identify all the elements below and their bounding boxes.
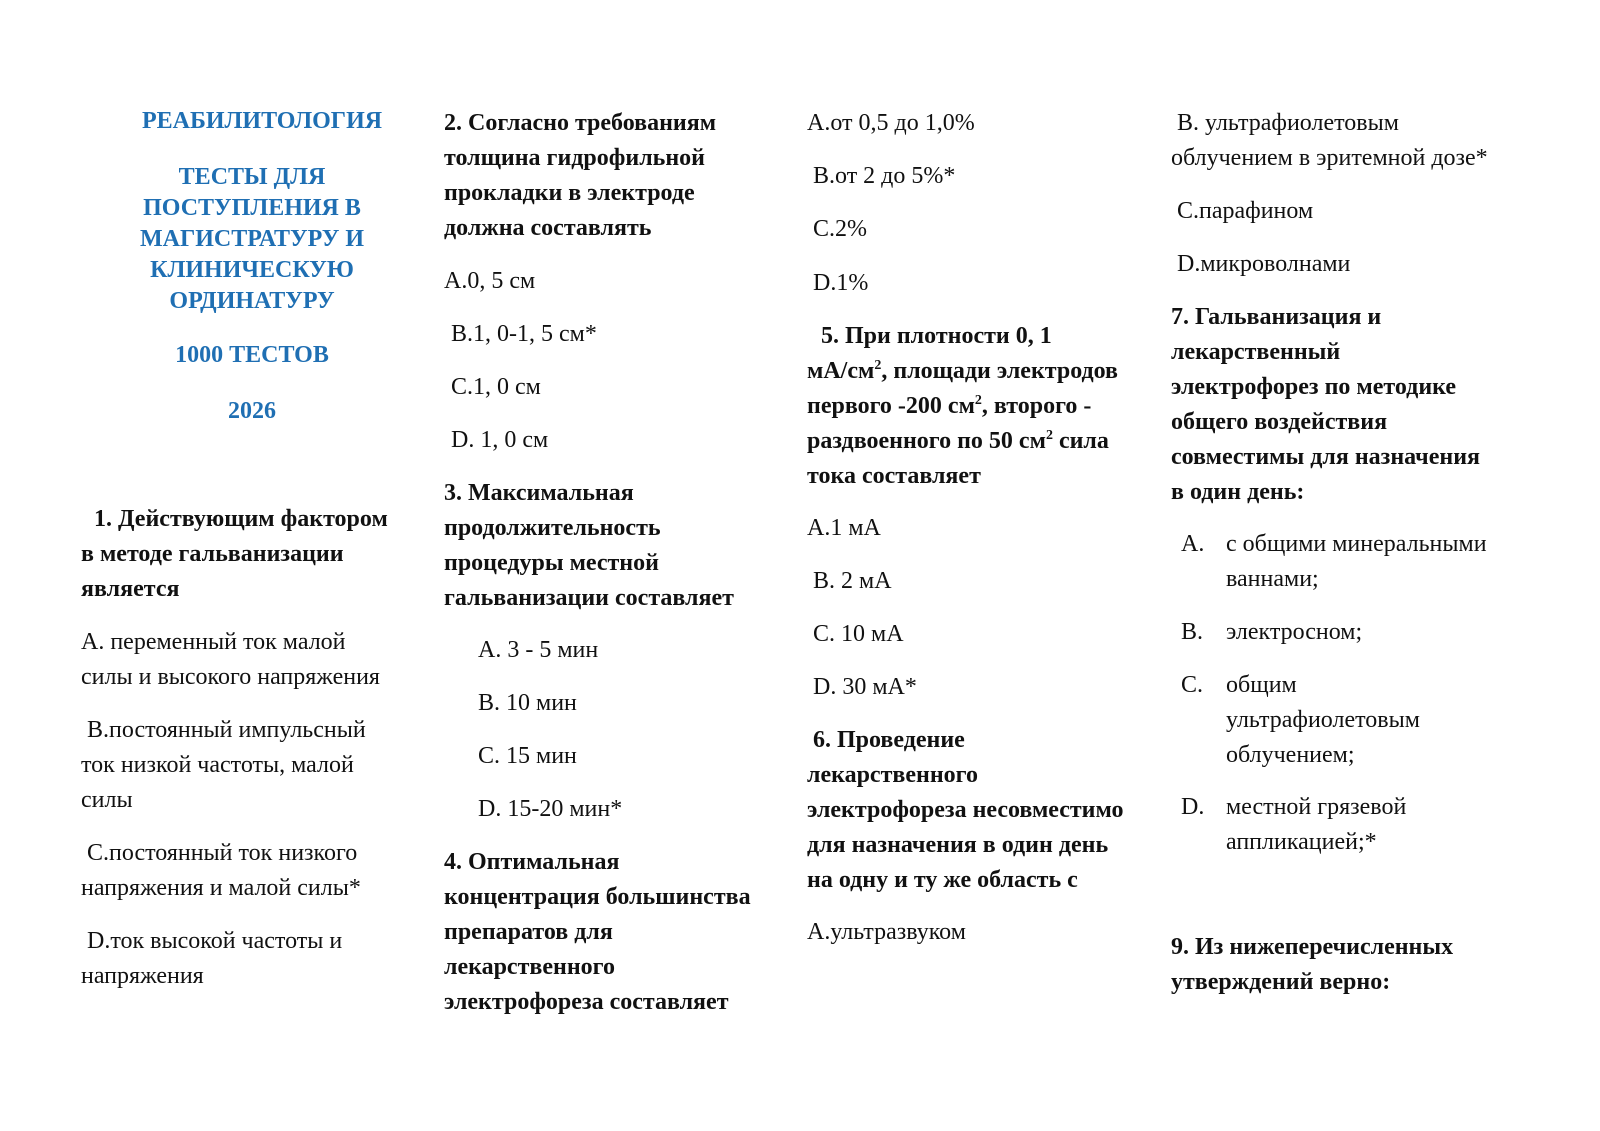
q7-option-c: ультрафиолетовым [1226, 707, 1420, 733]
q5-option-d: D. 30 мА* [813, 674, 917, 700]
q6-line: 6. Проведение [813, 727, 965, 753]
q2-option-d: D. 1, 0 см [451, 427, 549, 453]
q7-line: лекарственный [1171, 339, 1341, 365]
q5-text: первого -200 см [807, 393, 975, 419]
q2-line: должна составлять [444, 215, 652, 241]
subtitle-line: МАГИСТРАТУРУ И [139, 226, 365, 252]
q7-option-c: облучением; [1226, 742, 1355, 768]
q1-option-b: B.постоянный импульсный [87, 717, 366, 743]
q5-line [807, 354, 1118, 389]
superscript: 2 [1045, 428, 1053, 443]
q7-line: общего воздействия [1171, 409, 1388, 435]
q3-line: процедуры местной [444, 550, 659, 576]
q7-line: электрофорез по методике [1171, 374, 1457, 400]
q1-line: в методе гальванизации [81, 541, 344, 567]
q7-option-a: ваннами; [1226, 566, 1319, 592]
q9-line: 9. Из нижеперечисленных [1171, 934, 1454, 960]
q3-option-a: A. 3 - 5 мин [478, 637, 599, 663]
q3-line: гальванизации составляет [444, 585, 734, 611]
q6-line: для назначения в один день [807, 832, 1109, 858]
q5-line [807, 389, 1091, 424]
q5-text: сила [1052, 428, 1109, 454]
q6-option-b: облучением в эритемной дозе* [1171, 145, 1488, 171]
q7-option-a: с общими минеральными [1226, 531, 1487, 557]
superscript: 2 [974, 393, 982, 408]
q2-option-a: A.0, 5 см [444, 268, 536, 294]
q4-option-a: A.от 0,5 до 1,0% [807, 110, 975, 136]
q1-option-d: напряжения [81, 963, 204, 989]
q1-option-a: силы и высокого напряжения [81, 664, 380, 690]
q4-line: лекарственного [444, 954, 615, 980]
q1-option-c: C.постоянный ток низкого [87, 840, 358, 866]
q6-option-d: D.микроволнами [1177, 251, 1351, 277]
q3-option-b: B. 10 мин [478, 690, 577, 716]
q5-text: раздвоенного по 50 см [807, 428, 1046, 454]
q4-option-b: B.от 2 до 5%* [813, 163, 956, 189]
q1-line: является [81, 576, 180, 602]
q7-line: 7. Гальванизация и [1171, 304, 1382, 330]
q7-option-d: аппликацией;* [1226, 829, 1377, 855]
q4-option-d: D.1% [813, 270, 869, 296]
q5-option-c: C. 10 мА [813, 621, 904, 647]
q6-line: на одну и ту же область с [807, 867, 1078, 893]
q7-option-b: электросном; [1226, 619, 1363, 645]
q5-text: , второго - [981, 393, 1092, 419]
q1-option-c: напряжения и малой силы* [81, 875, 361, 901]
q4-line: препаратов для [444, 919, 613, 945]
q4-line: концентрация большинства [444, 884, 751, 910]
doc-subtitle [112, 162, 392, 317]
q5-text: , площади электродов [881, 358, 1119, 384]
q6-option-b: B. ультрафиолетовым [1177, 110, 1399, 136]
q1-line: 1. Действующим фактором [94, 506, 388, 532]
q6-line: лекарственного [807, 762, 978, 788]
superscript: 2 [874, 358, 882, 373]
q1-option-b: силы [81, 787, 133, 813]
subtitle-line: ТЕСТЫ ДЛЯ [178, 164, 326, 190]
q5-line: 5. При плотности 0, 1 [821, 323, 1052, 349]
q7-option-d: местной грязевой [1226, 794, 1407, 820]
q3-line: продолжительность [444, 515, 661, 541]
q3-option-d: D. 15-20 мин* [478, 796, 623, 822]
q4-option-c: C.2% [813, 216, 867, 242]
q5-option-a: A.1 мА [807, 515, 881, 541]
subtitle-line: ПОСТУПЛЕНИЯ В [143, 195, 361, 221]
q4-line: электрофореза составляет [444, 989, 729, 1015]
q7-line: совместимы для назначения [1171, 444, 1481, 470]
q7-option-c-label: C. [1181, 672, 1204, 698]
q5-line: тока составляет [807, 463, 981, 489]
q7-option-c: общим [1226, 672, 1297, 698]
doc-year: 2026 [228, 398, 276, 424]
q3-option-c: C. 15 мин [478, 743, 577, 769]
q5-text: мА/см [807, 358, 875, 384]
q6-option-c: C.парафином [1177, 198, 1314, 224]
q4-line: 4. Оптимальная [444, 849, 620, 875]
q5-option-b: B. 2 мА [813, 568, 892, 594]
q9-line: утверждений верно: [1171, 969, 1391, 995]
q7-line: в один день: [1171, 479, 1305, 505]
q2-option-b: B.1, 0-1, 5 см* [451, 321, 597, 347]
q6-line: электрофореза несовместимо [807, 797, 1124, 823]
subtitle-line: ОРДИНАТУРУ [169, 288, 335, 314]
q2-line: толщина гидрофильной [444, 145, 705, 171]
q2-option-c: C.1, 0 см [451, 374, 541, 400]
q2-line: 2. Согласно требованиям [444, 110, 717, 136]
q1-option-d: D.ток высокой частоты и [87, 928, 343, 954]
q6-option-a: A.ультразвуком [807, 919, 966, 945]
q7-option-b-label: B. [1181, 619, 1204, 645]
q5-line [807, 424, 1109, 459]
tests-count: 1000 ТЕСТОВ [175, 342, 329, 368]
doc-title: РЕАБИЛИТОЛОГИЯ [142, 108, 383, 134]
q2-line: прокладки в электроде [444, 180, 695, 206]
subtitle-line: КЛИНИЧЕСКУЮ [150, 257, 354, 283]
q3-line: 3. Максимальная [444, 480, 634, 506]
q1-option-a: A. переменный ток малой [81, 629, 346, 655]
q7-option-a-label: A. [1181, 531, 1205, 557]
q7-option-d-label: D. [1181, 794, 1205, 820]
q1-option-b: ток низкой частоты, малой [81, 752, 354, 778]
